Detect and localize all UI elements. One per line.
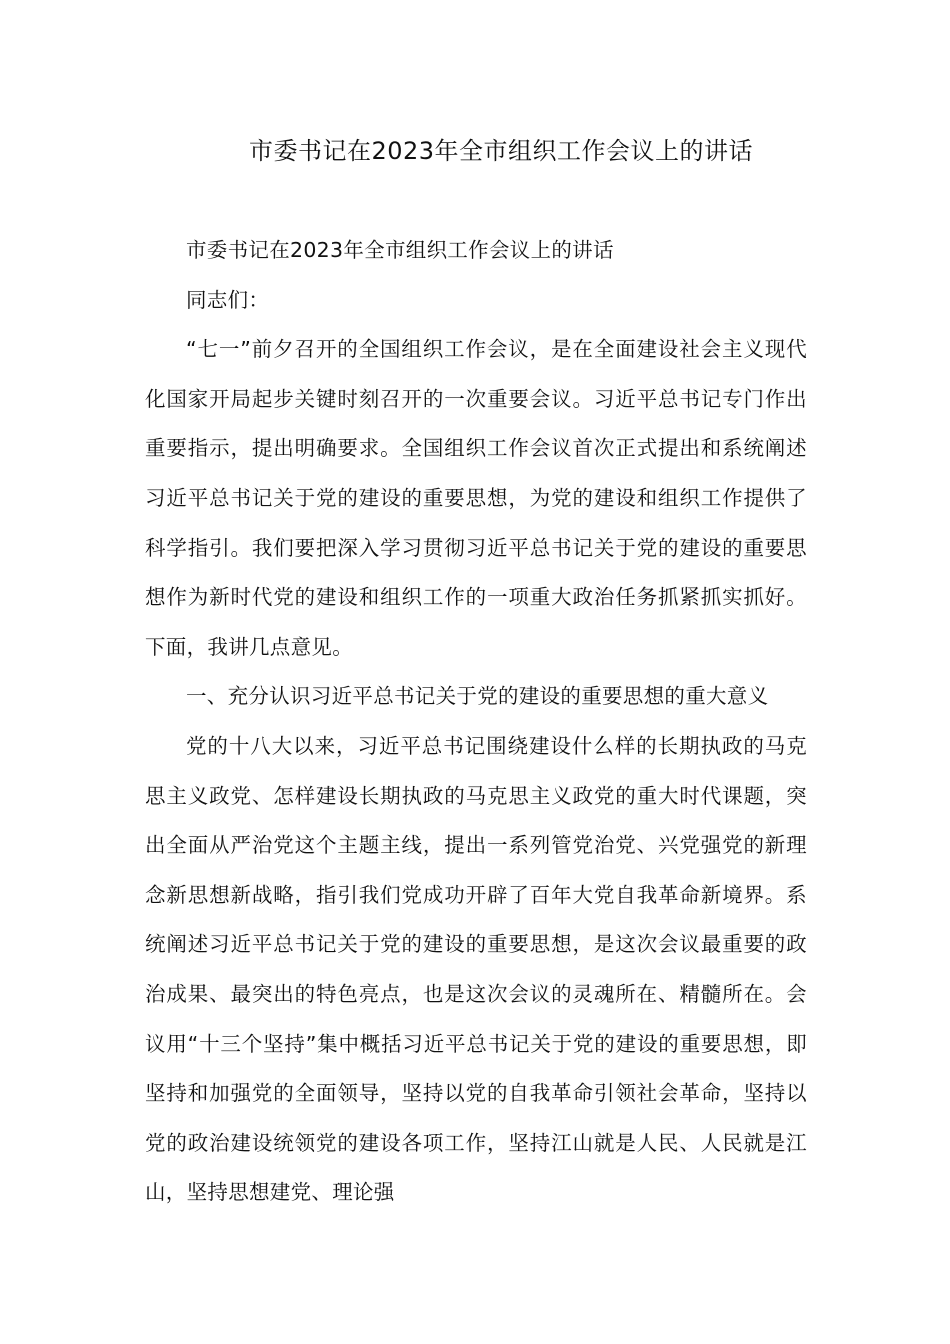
document-body xyxy=(145,226,807,1218)
paragraph-intro: “七一”前夕召开的全国组织工作会议，是在全面建设社会主义现代化国家开局起步关键时刻召开的一次重要会议。习近平总书记专门作出重要指示，提出明确要求。全国组织工作会议首次正式提出和系统阐述习近平总书记关于党的建设的重要思想，为党的建设和组织工作提供了科学指引。我们要把深入学习贯彻习近平总书记关于党的建设的重要思想作为新时代党的建设和组织工作的一项重大政治任务抓紧抓实抓好。下面，我讲几点意见。 xyxy=(145,337,807,659)
paragraph-section-1-body: 党的十八大以来，习近平总书记围绕建设什么样的长期执政的马克思主义政党、怎样建设长期执政的马克思主义政党的重大时代课题，突出全面从严治党这个主题主线，提出一系列管党治党、兴党强党的新理念新思想新战略，指引我们党成功开辟了百年大党自我革命新境界。系统阐述习近平总书记关于党的建设的重要思想，是这次会议最重要的政治成果、最突出的特色亮点，也是这次会议的灵魂所在、精髓所在。会议用“十三个坚持”集中概括习近平总书记关于党的建设的重要思想，即坚持和加强党的全面领导，坚持以党的自我革命引领社会革命，坚持以党的政治建设统领党的建设各项工作，坚持江山就是人民、人民就是江山，坚持思想建党、理论强 xyxy=(145,733,807,1205)
paragraph-heading-repeat: 市委书记在2023年全市组织工作会议上的讲话 xyxy=(186,238,614,262)
paragraph-salutation: 同志们： xyxy=(186,287,270,312)
section-heading-1: 一、充分认识习近平总书记关于党的建设的重要思想的重大意义 xyxy=(186,684,769,709)
document-title: 市委书记在2023年全市组织工作会议上的讲话 xyxy=(248,137,754,165)
